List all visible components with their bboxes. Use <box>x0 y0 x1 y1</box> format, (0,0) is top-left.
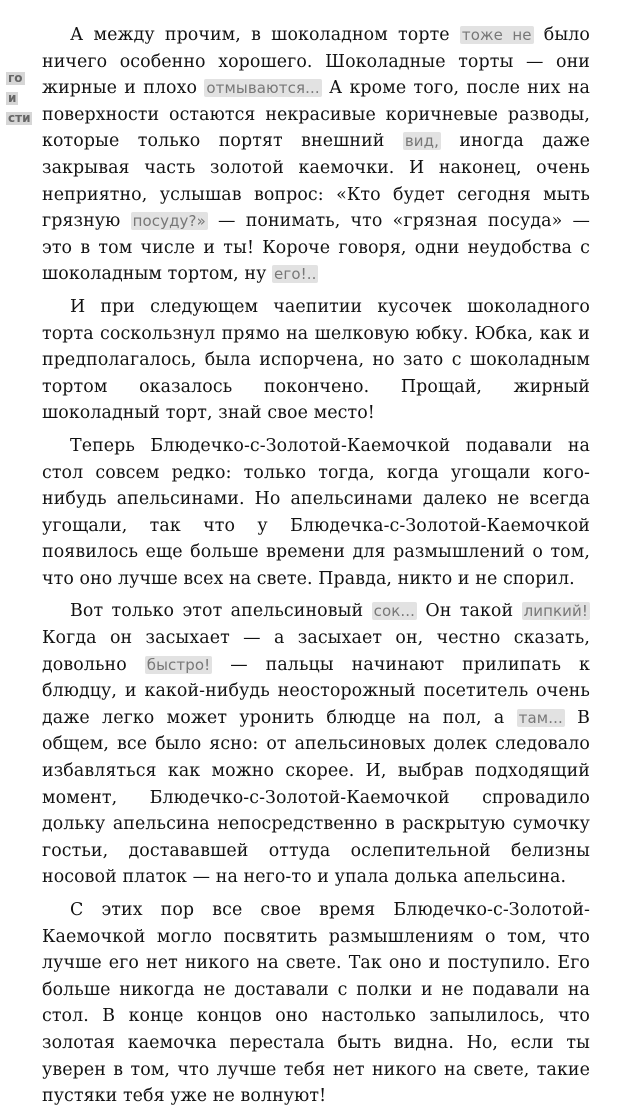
highlighted-word: липкий! <box>523 602 588 621</box>
paragraph <box>42 897 590 1110</box>
text-run: Теперь Блюдечко-с-Золотой-Каемочкой подавали на стол совсем редко: только тогда, когда угощали кого-нибудь апельсинами. Но апельсинами далеко не всегда угощали, так что у Блюдечка-с-Золотой-Каемочкой появилось еще больше времени для размышлений о том, что оно лучше всех на свете. Правда, никто и не спорил. <box>42 435 590 589</box>
paragraph <box>42 294 590 427</box>
highlighted-word: вид, <box>404 132 439 151</box>
highlighted-word: его!.. <box>274 265 317 284</box>
paragraph <box>42 433 590 593</box>
text-run: В общем, все было ясно: от апельсиновых долек следовало избавляться как можно скорее. И, выбрав подходящий момент, Блюдечко-с-Золотой-Каемочкой спровадило дольку апельсина непосредственно в раскрытую сумочку гостьи, достававшей оттуда ослепительной белизны носовой платок — на него-то и упала долька апельсина. <box>42 707 590 888</box>
margin-note: и <box>8 91 17 105</box>
text-run: иногда даже закрывая часть золотой каемочки. И наконец, очень неприятно, услышав вопрос: «Кто будет сегодня мыть грязную <box>42 131 590 232</box>
margin-note: го <box>8 71 23 85</box>
text-run: А кроме того, после них на поверхности остаются некрасивые коричневые разводы, которые только портят внешний <box>42 78 590 152</box>
paragraph <box>42 22 590 288</box>
highlighted-word: тоже не <box>461 26 532 44</box>
paragraph <box>42 598 590 891</box>
text-run: было ничего особенно хорошего. Шоколадные торты — они жирные и плохо <box>42 25 591 99</box>
highlighted-word: отмываются... <box>206 79 320 98</box>
text-run: С этих пор все свое время Блюдечко-с-Золотой-Каемочкой могло посвятить размышлениям о том, что лучше его нет никого на свете. Так оно и поступило. Его больше никогда не доставали с полки и не подавали на стол. В конце концов оно настолько запылилось, что золотая каемочка перестала быть видна. Но, если ты уверен в том, что лучше тебя нет никого на свете, такие пустяки тебя уже не волнуют! <box>42 900 590 1107</box>
text-run: Когда он засыхает — а засыхает он, честно сказать, довольно <box>42 628 590 675</box>
highlighted-word: сок... <box>373 602 415 621</box>
text-body <box>42 22 590 1110</box>
text-run: Он такой <box>417 601 522 622</box>
highlighted-word: быстро! <box>146 655 211 674</box>
text-run: А между прочим, в шоколадном торте <box>70 25 460 45</box>
margin-note: сти <box>8 111 31 125</box>
text-run: — понимать, что «грязная посуда» — это в том числе и ты! Короче говоря, одни неудобства с шоколадным тортом, ну <box>42 211 591 285</box>
highlighted-word: посуду?» <box>132 212 206 231</box>
text-run: — пальцы начинают прилипать к блюдцу, и какой-нибудь неосторожный посетитель очень даже легко может уронить блюдце на пол, а <box>42 654 590 728</box>
text-run: Вот только этот апельсиновый <box>70 601 372 622</box>
text-run: И при следующем чаепитии кусочек шоколадного торта соскользнул прямо на шелковую юбку. Юбка, как и предполагалось, была испорчена, но зато с шоколадным тортом оказалось покончено. Прощай, жирный шоколадный торт, знай свое место! <box>42 296 590 424</box>
highlighted-word: там... <box>518 708 563 727</box>
